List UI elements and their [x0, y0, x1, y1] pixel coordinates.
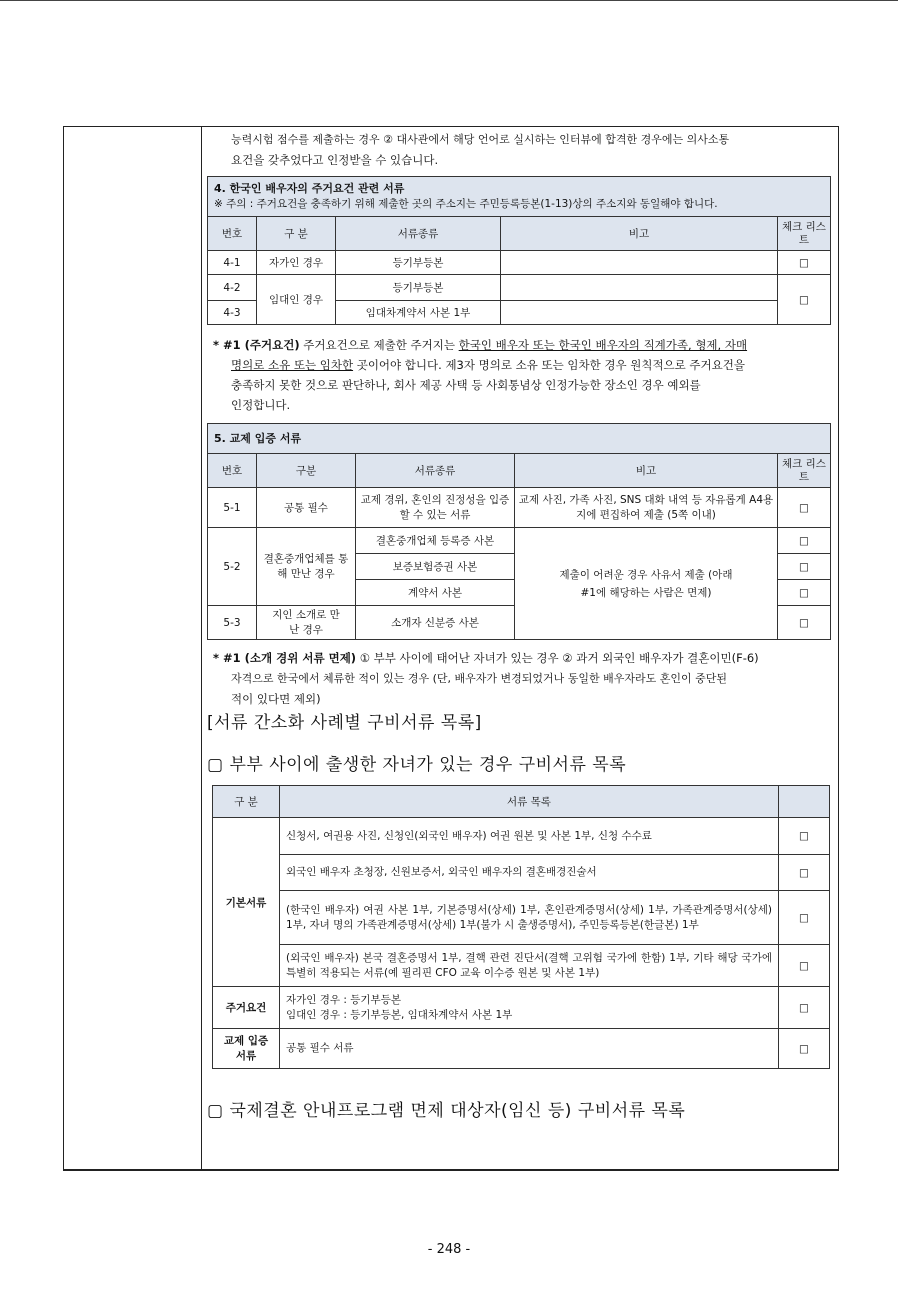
basic-doc-4-checkbox[interactable]: □ [779, 945, 830, 987]
row-4-1-category: 자가인 경우 [257, 251, 336, 275]
row-5-1-checkbox[interactable]: □ [778, 488, 831, 528]
row-5-2a-checkbox[interactable]: □ [778, 528, 831, 554]
note-residence-prefix: * #1 (주거요건) [213, 338, 300, 352]
row-5-2-category: 결혼중개업체를 통해 만난 경우 [257, 528, 356, 606]
table-4-title-cell [208, 177, 831, 217]
basic-doc-4: (외국인 배우자) 본국 결혼증명서 1부, 결핵 관련 진단서(결핵 고위험 국가에 한함) 1부, 기타 해당 국가에 특별히 적용되는 서류(예 필리핀 CFO 교육 이수증 원본 및 사본 1부) [280, 945, 779, 987]
row-5-1-num: 5-1 [208, 488, 257, 528]
header-check: 체크 리스트 [778, 217, 831, 251]
subsection-title-1: ▢ 부부 사이에 출생한 자녀가 있는 경우 구비서류 목록 [207, 755, 627, 775]
table-document-list [212, 785, 830, 1069]
row-4-1-remark [501, 251, 778, 275]
t5-header-check: 체크 리스트 [778, 454, 831, 488]
intro-line-2: 요건을 갖추었다고 인정받을 수 있습니다. [231, 153, 439, 167]
row-5-3-doc: 소개자 신분증 사본 [356, 606, 515, 640]
table-4-residence [207, 176, 831, 325]
row-4-1-num: 4-1 [208, 251, 257, 275]
note-residence-text-3: 충족하지 못한 것으로 판단하나, 회사 제공 사택 등 사회통념상 인정가능한 장소인 경우 예외를 [231, 378, 701, 392]
residence-doc-2: 임대인 경우 : 등기부등본, 임대차계약서 사본 1부 [286, 1008, 513, 1021]
t5-header-category: 구분 [257, 454, 356, 488]
t6-header-category: 구 분 [213, 786, 280, 818]
row-5-2-doc-b: 보증보험증권 사본 [356, 554, 515, 580]
intro-line-1: 능력시험 점수를 제출하는 경우 ② 대사관에서 해당 언어로 실시하는 인터뷰에 합격한 경우에는 의사소통 [231, 133, 730, 146]
relationship-label: 교제 입증서류 [213, 1029, 280, 1069]
table-4-title: 4. 한국인 배우자의 주거요건 관련 서류 [214, 182, 405, 195]
note-residence-text-1: 주거요건으로 제출한 주거지는 [299, 338, 459, 352]
basic-doc-1: 신청서, 여권용 사진, 신청인(외국인 배우자) 여권 원본 및 사본 1부, 신청 수수료 [280, 818, 779, 855]
section-title: [서류 간소화 사례별 구비서류 목록] [207, 713, 482, 733]
basic-doc-3: (한국인 배우자) 여권 사본 1부, 기본증명서(상세) 1부, 혼인관계증명서(상세) 1부, 가족관계증명서(상세) 1부, 자녀 명의 가족관계증명서(상세) 1부(불가 시 출생증명서), 주민등록등본(한글본) 1부 [280, 891, 779, 945]
row-4-2-checkbox[interactable]: □ [778, 275, 831, 325]
basic-docs-label: 기본서류 [213, 818, 280, 987]
relationship-doc: 공통 필수 서류 [280, 1029, 779, 1069]
table-5-title: 5. 교제 입증 서류 [214, 432, 302, 445]
residence-label: 주거요건 [213, 987, 280, 1029]
top-border [0, 0, 898, 1]
row-4-1-doc: 등기부등본 [336, 251, 501, 275]
basic-doc-1-checkbox[interactable]: □ [779, 818, 830, 855]
row-4-3-remark [501, 301, 778, 325]
note-residence-text-4: 인정합니다. [231, 398, 291, 412]
residence-doc-1: 자가인 경우 : 등기부등본 [286, 993, 401, 1006]
table-4-note: ※ 주의 : 주거요건을 충족하기 위해 제출한 곳의 주소지는 주민등록등본(1-13)상의 주소지와 동일해야 합니다. [214, 198, 718, 210]
note-residence [207, 335, 831, 415]
row-5-1-remark: 교제 사진, 가족 사진, SNS 대화 내역 등 자유롭게 A4용지에 편집하여 제출 (5쪽 이내) [515, 488, 778, 528]
header-remark: 비고 [501, 217, 778, 251]
row-5-2c-checkbox[interactable]: □ [778, 580, 831, 606]
t6-header-list: 서류 목록 [280, 786, 779, 818]
header-category: 구 분 [257, 217, 336, 251]
basic-doc-3-checkbox[interactable]: □ [779, 891, 830, 945]
residence-docs [280, 987, 779, 1029]
row-4-3-doc: 임대차계약서 사본 1부 [336, 301, 501, 325]
row-4-2-category: 임대인 경우 [257, 275, 336, 325]
table-5-relationship [207, 423, 831, 640]
row-4-2-remark [501, 275, 778, 301]
row-4-1-checkbox[interactable]: □ [778, 251, 831, 275]
content-column [207, 126, 831, 1123]
t6-header-check [779, 786, 830, 818]
row-4-2-doc: 등기부등본 [336, 275, 501, 301]
row-5-3-checkbox[interactable]: □ [778, 606, 831, 640]
note-exemption-text-3: 적이 있다면 제외) [231, 692, 321, 706]
row-5-3-num: 5-3 [208, 606, 257, 640]
basic-doc-2-checkbox[interactable]: □ [779, 855, 830, 891]
header-num: 번호 [208, 217, 257, 251]
t5-header-num: 번호 [208, 454, 257, 488]
relationship-checkbox[interactable]: □ [779, 1029, 830, 1069]
note-exemption-text-1: ① 부부 사이에 태어난 자녀가 있는 경우 ② 과거 외국인 배우자가 결혼이민(F-6) [356, 651, 759, 665]
note-residence-underline-1: 한국인 배우자 또는 한국인 배우자의 직계가족, 형제, 자매 [458, 338, 748, 352]
note-exemption [207, 648, 831, 709]
row-5-1-doc: 교제 경위, 혼인의 진정성을 입증할 수 있는 서류 [356, 488, 515, 528]
row-5-2-doc-c: 계약서 사본 [356, 580, 515, 606]
row-5-2-num: 5-2 [208, 528, 257, 606]
residence-checkbox[interactable]: □ [779, 987, 830, 1029]
frame-divider [201, 127, 202, 1169]
t5-header-doc: 서류종류 [356, 454, 515, 488]
table-5-title-cell [208, 424, 831, 454]
page-number: - 248 - [427, 1242, 471, 1257]
note-exemption-text-2: 자격으로 한국에서 체류한 적이 있는 경우 (단, 배우자가 변경되었거나 동일한 배우자라도 혼인이 중단된 [231, 672, 728, 685]
row-4-2-num: 4-2 [208, 275, 257, 301]
row-5-1-category: 공통 필수 [257, 488, 356, 528]
row-5-2b-checkbox[interactable]: □ [778, 554, 831, 580]
note-residence-underline-2: 명의로 소유 또는 임차한 [231, 358, 354, 372]
shared-remark: 제출이 어려운 경우 사유서 제출 (아래 #1에 해당하는 사람은 면제) [515, 528, 778, 640]
row-5-3-category: 지인 소개로 만난 경우 [257, 606, 356, 640]
row-5-2-doc-a: 결혼중개업체 등록증 사본 [356, 528, 515, 554]
note-residence-text-2: 곳이어야 합니다. 제3자 명의로 소유 또는 임차한 경우 원칙적으로 주거요건을 [353, 358, 745, 372]
note-exemption-prefix: * #1 (소개 경위 서류 면제) [213, 651, 357, 665]
t5-header-remark: 비고 [515, 454, 778, 488]
subsection-title-2: ▢ 국제결혼 안내프로그램 면제 대상자(임신 등) 구비서류 목록 [207, 1101, 686, 1121]
header-doc: 서류종류 [336, 217, 501, 251]
basic-doc-2: 외국인 배우자 초청장, 신원보증서, 외국인 배우자의 결혼배경진술서 [280, 855, 779, 891]
row-4-3-num: 4-3 [208, 301, 257, 325]
